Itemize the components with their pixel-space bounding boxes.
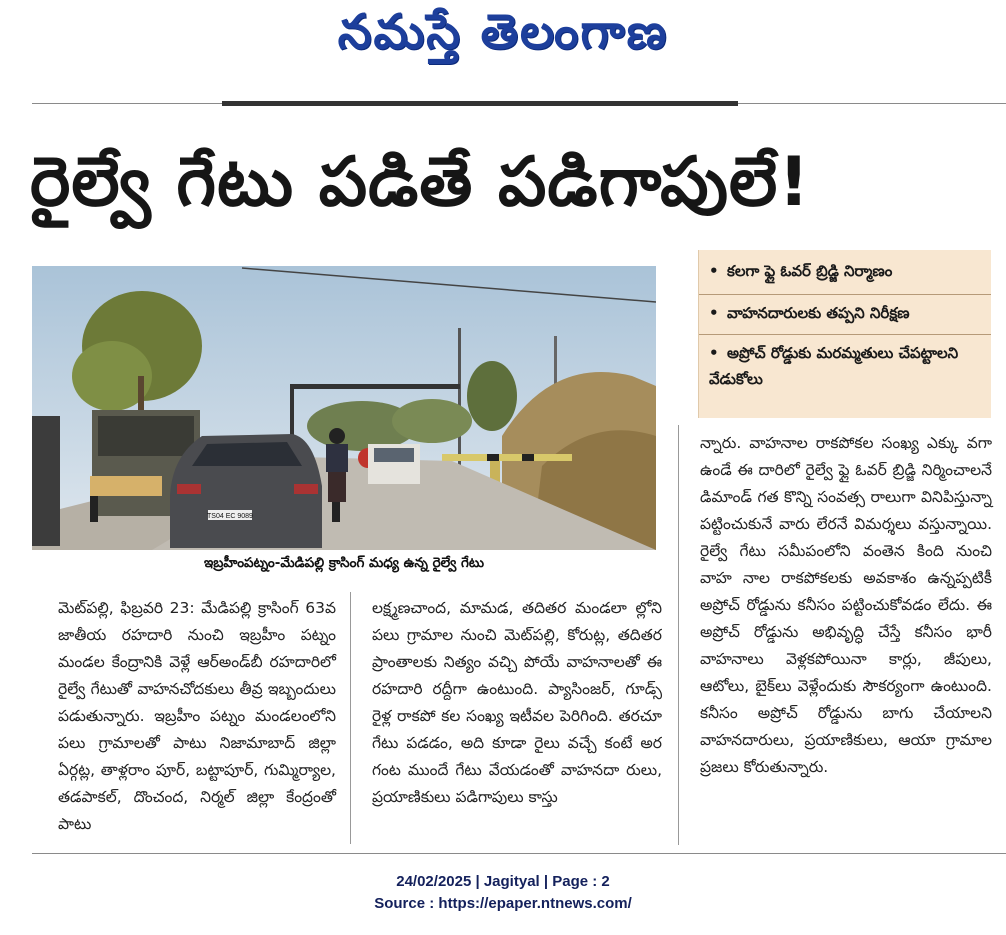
highlight-divider xyxy=(699,334,991,335)
headline: రైల్వే గేటు పడితే పడిగాపులే! xyxy=(30,143,811,222)
newspaper-logo: నమస్తే తెలంగాణ xyxy=(337,4,669,60)
column-divider xyxy=(678,425,679,845)
article-column-3 xyxy=(700,430,992,850)
footer-rule xyxy=(32,853,1006,854)
highlight-text: అప్రోచ్ రోడ్డుకు మరమ్మతులు చేపట్టాలని వేడుకోలు xyxy=(709,344,959,388)
highlight-item xyxy=(709,300,984,326)
article-text: న్నారు. వాహనాల రాకపోకల సంఖ్య ఎక్కు వగా ఉండే ఈ దారిలో రైల్వే ఫ్లై ఓవర్ బ్రిడ్జి నిర్మించాలనే డిమాండ్ గత కొన్ని సంవత్స రాలుగా వినిపిస్తున్నా పట్టించుకునే వారు లేరనే విమర్శలు వస్తున్నాయి. రైల్వే గేటు సమీపంలోని వంతెన కింది నుంచి వాహ నాల రాకపోకలకు అవకాశం ఉన్నప్పటికీ అప్రోచ్ రోడ్డును కనీసం పట్టించుకోవడం లేదు. ఈ అప్రోచ్ రోడ్డును అభివృద్ధి చేస్తే కనీసం భారీ వాహనాలు వెళ్లకపోయినా కార్లు, జీపులు, ఆటోలు, బైక్‌లు వెళ్లేందుకు సౌకర్యంగా ఉంటుంది. కనీసం అప్రోచ్ రోడ్డును బాగు చేయాలని వాహనదారులు, ప్రయాణికులు, ఆయా గ్రామాల ప్రజలు కోరుతున్నారు. xyxy=(700,434,992,776)
news-photo xyxy=(32,266,656,550)
highlight-item xyxy=(709,340,984,392)
bullet-icon: • xyxy=(709,262,719,280)
article-column-1 xyxy=(58,595,336,845)
article-text: లక్ష్మణచాంద, మామడ, తదితర మండలా ల్లోని పలు గ్రామాల నుంచి మెట్‌పల్లి, కోరుట్ల, తదితర ప్రాంతాలకు నిత్యం వచ్చి పోయే వాహనాలతో ఈ రహదారి రద్దీగా ఉంటుంది. ప్యాసింజర్, గూడ్స్ రైళ్ల రాకపో కల సంఖ్య ఇటీవల పెరిగింది. తరచూ గేటు పడడం, అది కూడా రైలు వచ్చే కంటే అర గంట ముందే గేటు వేయడంతో వాహనదా రులు, ప్రయాణికులు పడిగాపులు కాస్తు xyxy=(372,599,662,806)
footer-date-edition: 24/02/2025 | Jagityal | Page : 2 xyxy=(396,873,610,890)
masthead xyxy=(0,0,1006,80)
highlight-divider xyxy=(699,294,991,295)
highlight-text: వాహనదారులకు తప్పని నిరీక్షణ xyxy=(727,304,910,322)
highlights-box xyxy=(698,250,991,418)
highlight-item xyxy=(709,258,984,284)
footer xyxy=(0,871,1006,915)
article-text: మెట్‌పల్లి, ఫిబ్రవరి 23: మేడిపల్లి క్రాసింగ్ 63వ జాతీయ రహదారి నుంచి ఇబ్రహీం పట్నం మండల కేంద్రానికి వెళ్లే ఆర్‌అండ్‌బీ రహదారిలో రైల్వే గేటుతో వాహనచోదకులు తీవ్ర ఇబ్బందులు పడుతున్నారు. ఇబ్రహీం పట్నం మండలంలోని పలు గ్రామాలతో పాటు నిజామాబాద్ జిల్లా ఏర్గట్ల, తాళ్లరాం పూర్, బట్టాపూర్, గుమ్మిర్యాల, తడపాకల్, దొంచంద, నిర్మల్ జిల్లా కేంద్రంతో పాటు xyxy=(58,599,336,833)
bullet-icon: • xyxy=(709,304,719,322)
railway-gate-photo xyxy=(32,266,656,550)
footer-source-link[interactable]: Source : https://epaper.ntnews.com/ xyxy=(374,895,632,912)
article-column-2 xyxy=(372,595,662,845)
bullet-icon: • xyxy=(709,344,719,362)
license-plate: TS04 EC 9089 xyxy=(207,513,253,520)
column-divider xyxy=(350,592,351,844)
masthead-rule-thick xyxy=(222,101,738,106)
highlight-text: కలగా ఫ్లై ఓవర్ బ్రిడ్జి నిర్మాణం xyxy=(727,262,893,280)
photo-caption: ఇబ్రహీంపట్నం-మేడిపల్లి క్రాసింగ్ మధ్య ఉన్న రైల్వే గేటు xyxy=(203,555,485,571)
